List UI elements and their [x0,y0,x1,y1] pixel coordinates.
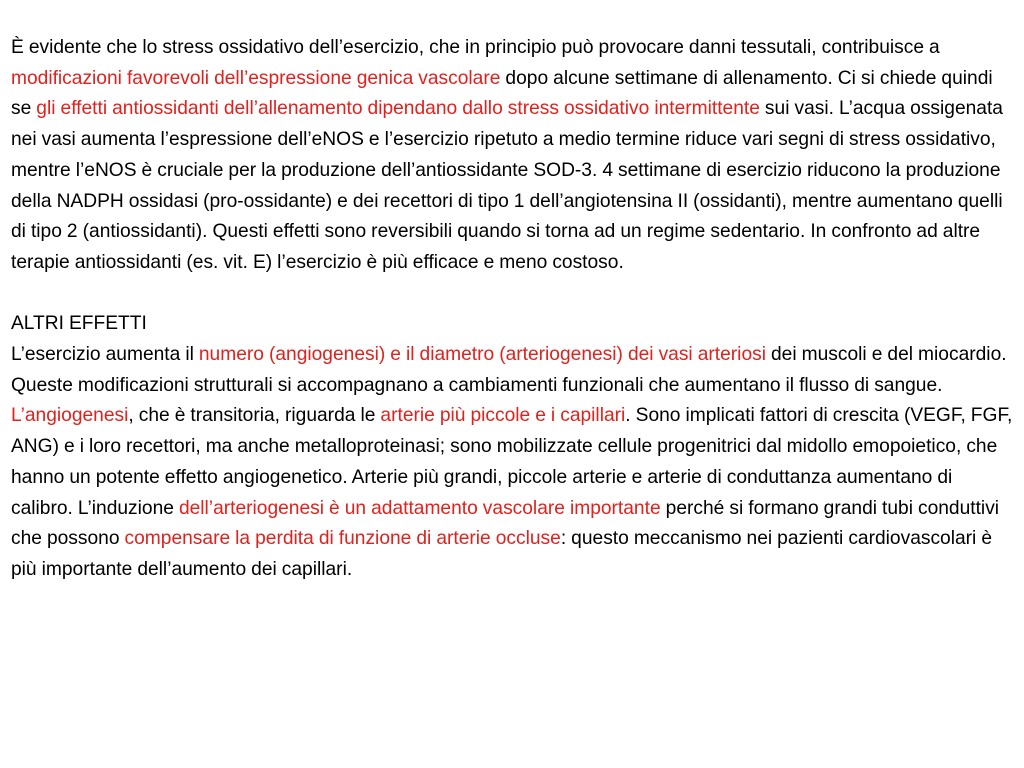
text-segment: perché si formano grandi tubi conduttivi che possono [11,497,1000,550]
highlight-text: numero (angiogenesi) e il diametro (arteriogenesi) dei vasi arteriosi [198,344,766,366]
paragraph-vessel-effects [11,340,1016,401]
text-segment: È evidente che lo stress ossidativo dell’esercizio, che in principio può provocare danni tessutali, contribuisce a [11,37,940,58]
highlight-text: modificazioni favorevoli dell’espressione genica vascolare [11,67,501,89]
text-segment: sui vasi. L’acqua ossigenata nei vasi aumenta l’espressione dell’eNOS e l’esercizio ripetuto a medio termine riduce vari segni di stress ossidativo, mentre l’eNOS è cruciale per la produzione dell’antiossidante SOD-3. 4 settimane di esercizio riducono la produzione della NADPH ossidasi (pro-ossidante) e dei recettori di tipo 1 dell’angiotensina II (ossidanti), mentre aumentano quelli di tipo 2 (antiossidanti). Questi effetti sono reversibili quando si torna ad un regime sedentario. In confronto ad altre terapie antiossidanti (es. vit. E) l’esercizio è più efficace e meno costoso. [11,98,1003,273]
section-heading: ALTRI EFFETTI [11,313,147,335]
text-segment: dopo alcune settimane di allenamento. Ci si chiede quindi se [11,67,993,120]
highlight-text: gli effetti antiossidanti dell’allenamento dipendano dallo stress ossidativo intermittente [36,98,760,120]
text-segment: dei muscoli e del miocardio. Queste modificazioni strutturali si accompagnano a cambiamenti funzionali che aumentano il flusso di sangue. [11,344,1007,396]
spacer [11,279,1016,310]
highlight-text: dell’arteriogenesi è un adattamento vascolare importante [178,497,661,519]
highlight-text: arterie più piccole e i capillari [380,405,626,427]
text-segment: : questo meccanismo nei pazienti cardiovascolari è più importante dell’aumento dei capillari. [11,528,993,580]
highlight-text: compensare la perdita di funzione di arterie occluse [124,528,561,550]
highlight-text: L’angiogenesi [11,405,129,427]
paragraph-oxidative-stress [11,33,1016,279]
text-segment: L’esercizio aumenta il [11,344,199,366]
text-segment: , che è transitoria, riguarda le [128,405,381,427]
paragraph-angiogenesis [11,401,1016,585]
text-segment: . Sono implicati fattori di crescita (VEGF, FGF, ANG) e i loro recettori, ma anche metalloproteinasi; sono mobilizzate cellule progenitrici dal midollo emopoietico, che hanno un potente effetto angiogenetico. Arterie più grandi, piccole arterie e arterie di conduttanza aumentano di calibro. L’induzione [11,405,1013,519]
